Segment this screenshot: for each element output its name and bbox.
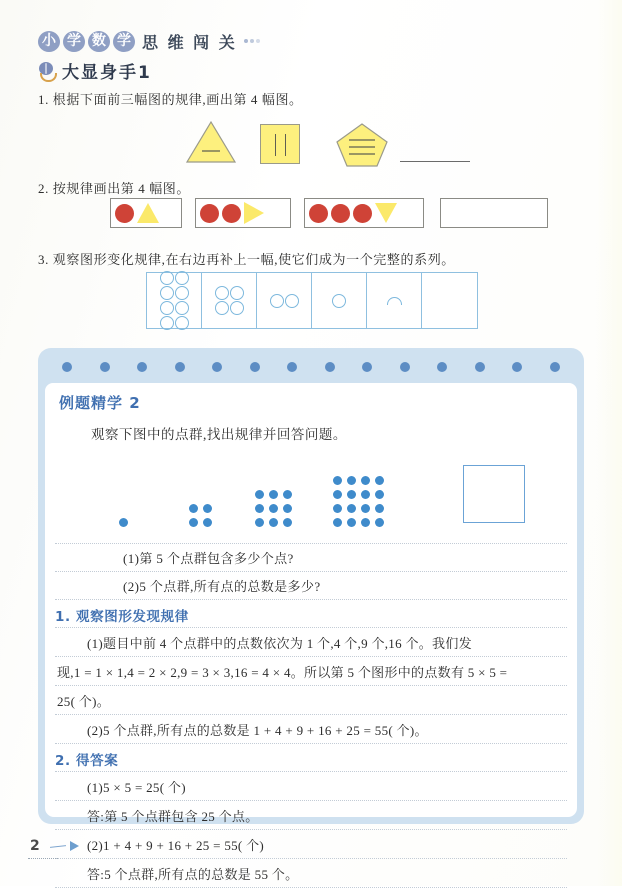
example-title: 例题精学 2	[59, 394, 141, 412]
yellow-triangle-down-icon	[375, 203, 397, 223]
globe-icon	[38, 62, 55, 80]
red-circle-icon	[222, 204, 241, 223]
panel-dot-icon	[437, 362, 447, 372]
pentagon-shape-3	[335, 122, 389, 168]
panel-dot-icon	[475, 362, 485, 372]
grid-cell-1	[147, 273, 202, 328]
panel-dot-icon	[137, 362, 147, 372]
yellow-triangle-right-icon	[244, 202, 264, 224]
exercise-2-prompt: 2. 按规律画出第 4 幅图。	[38, 181, 190, 196]
half-circle-icon	[387, 297, 402, 305]
dot-group-9	[255, 490, 292, 527]
square-shape-2	[260, 124, 300, 164]
panel-dot-icon	[550, 362, 560, 372]
divider	[55, 627, 567, 628]
page-number-underline	[28, 858, 58, 859]
divider	[55, 743, 567, 744]
panel-dot-icon	[512, 362, 522, 372]
panel-dot-strip	[38, 362, 584, 374]
example-panel	[38, 348, 584, 882]
trailing-dots-icon	[244, 39, 260, 43]
divider	[55, 800, 567, 801]
step-2-heading: 2. 得答案	[55, 753, 119, 769]
exercise-3-prompt: 3. 观察图形变化规律,在右边再补上一幅,使它们成为一个完整的系列。	[38, 252, 455, 267]
red-circle-icon	[353, 204, 372, 223]
step-1-line-2: 现,1 = 1 × 1,4 = 2 × 2,9 = 3 × 3,16 = 4 × 4。所以第 5 个图形中的点数有 5 × 5 =	[57, 665, 508, 680]
circle-cluster-8	[160, 271, 189, 330]
step-2-line-1: (1)5 × 5 = 25( 个)	[87, 780, 186, 795]
pattern-box-4-empty[interactable]	[440, 198, 548, 228]
answer-blank-line[interactable]	[400, 161, 470, 162]
divider	[55, 858, 567, 859]
step-1-line-4: (2)5 个点群,所有点的总数是 1 + 4 + 9 + 16 + 25 = 55( 个)。	[87, 723, 428, 738]
page-header	[38, 30, 260, 53]
dot-group-5-empty-box[interactable]	[463, 465, 525, 523]
step-2-line-4: 答:5 个点群,所有点的总数是 55 个。	[87, 867, 299, 882]
circle-cluster-1	[332, 294, 346, 308]
divider	[55, 543, 567, 544]
example-question-1: (1)第 5 个点群包含多少个点?	[123, 551, 294, 566]
panel-dot-icon	[175, 362, 185, 372]
header-bubble-3: 数	[88, 31, 110, 52]
header-bubble-4: 学	[113, 31, 135, 52]
panel-dot-icon	[212, 362, 222, 372]
grid-cell-2	[202, 273, 257, 328]
pattern-box-2	[195, 198, 291, 228]
section-heading	[38, 58, 152, 83]
pattern-box-1	[110, 198, 182, 228]
next-page-arrow-icon[interactable]	[70, 841, 79, 851]
red-circle-icon	[331, 204, 350, 223]
step-1-line-3: 25( 个)。	[57, 694, 111, 709]
yellow-triangle-up-icon	[137, 203, 159, 223]
red-circle-icon	[309, 204, 328, 223]
divider	[55, 685, 567, 686]
panel-dot-icon	[325, 362, 335, 372]
page-footer	[30, 838, 79, 854]
panel-dot-icon	[250, 362, 260, 372]
dot-group-1	[119, 518, 128, 527]
footer-dash	[50, 845, 66, 848]
grid-cell-4	[312, 273, 367, 328]
circle-cluster-4	[215, 286, 244, 315]
exercise-1-prompt: 1. 根据下面前三幅图的规律,画出第 4 幅图。	[38, 92, 303, 107]
step-2-line-3: (2)1 + 4 + 9 + 16 + 25 = 55( 个)	[87, 838, 265, 853]
divider	[55, 714, 567, 715]
exercise-1-figure	[185, 120, 485, 168]
divider	[55, 656, 567, 657]
divider	[55, 571, 567, 572]
divider	[55, 829, 567, 830]
circle-cluster-2	[270, 294, 299, 308]
pattern-box-3	[304, 198, 424, 228]
step-2-line-2: 答:第 5 个点群包含 25 个点。	[87, 809, 259, 824]
divider	[55, 771, 567, 772]
panel-dot-icon	[400, 362, 410, 372]
grid-cell-3	[257, 273, 312, 328]
panel-dot-icon	[362, 362, 372, 372]
red-circle-icon	[200, 204, 219, 223]
example-question-2: (2)5 个点群,所有点的总数是多少?	[123, 579, 321, 594]
panel-dot-icon	[62, 362, 72, 372]
red-circle-icon	[115, 204, 134, 223]
grid-cell-5	[367, 273, 422, 328]
exercise-3-figure	[146, 272, 478, 329]
step-1-line-1: (1)题目中前 4 个点群中的点数依次为 1 个,4 个,9 个,16 个。我们发	[87, 636, 472, 651]
header-subtitle: 思 维 闯 关	[142, 33, 237, 52]
header-bubble-2: 学	[63, 31, 85, 52]
example-panel-body	[45, 383, 577, 882]
step-1-heading: 1. 观察图形发现规律	[55, 609, 189, 625]
divider	[55, 599, 567, 600]
header-bubble-1: 小	[38, 31, 60, 52]
grid-cell-6-empty[interactable]	[422, 273, 477, 328]
triangle-shape-1	[185, 120, 237, 164]
panel-dot-icon	[287, 362, 297, 372]
dot-group-4	[189, 504, 212, 527]
dot-group-16	[333, 476, 384, 527]
example-stem: 观察下图中的点群,找出规律并回答问题。	[91, 427, 347, 442]
section-title-text: 大显身手1	[62, 63, 152, 83]
dot-array-figure	[105, 465, 525, 527]
panel-dot-icon	[100, 362, 110, 372]
page-number: 2	[30, 838, 40, 854]
